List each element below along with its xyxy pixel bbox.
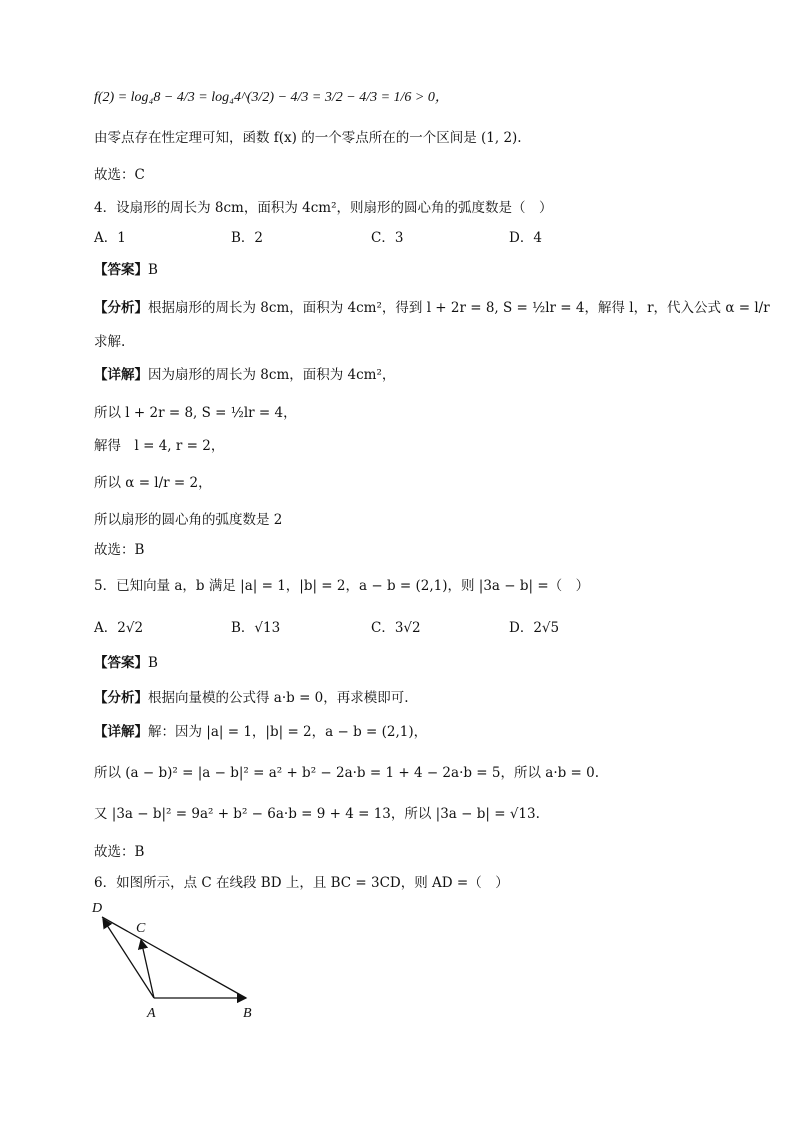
q5-option-b: B．√13	[231, 620, 281, 636]
q4-option-a: A．1	[94, 230, 126, 246]
q5-analysis	[94, 688, 409, 708]
detail-text: 因为扇形的周长为 8cm，面积为 4cm²，	[148, 367, 396, 383]
select-c: 故选：C	[94, 167, 145, 183]
q4-detail	[94, 365, 395, 385]
vector-ac	[141, 940, 154, 998]
detail-tag: 【详解】	[94, 367, 148, 383]
q4-select: 故选：B	[94, 542, 145, 558]
label-b: B	[243, 1006, 252, 1021]
q5-detail	[94, 722, 427, 742]
log-calculation: f(2) = log₄8 − 4/3 = log₄4^(3/2) − 4/3 = 3/2 − 4/3 = 1/6 > 0，	[94, 90, 449, 105]
triangle-figure	[88, 895, 278, 1025]
q4-option-c: C．3	[371, 230, 404, 246]
zero-theorem-conclusion: 由零点存在性定理可知，函数 f(x) 的一个零点所在的一个区间是 (1, 2).	[94, 130, 522, 146]
q4-detail-line-3: 解得 l = 4, r = 2，	[94, 438, 225, 454]
answer-value: B	[148, 262, 158, 278]
q4-detail-line-4: 所以 α = l/r = 2，	[94, 475, 212, 491]
analysis-text: 根据扇形的周长为 8cm，面积为 4cm²，得到 l + 2r = 8, S = ½lr = 4，解得 l，r，代入公式 α = l/r	[148, 300, 770, 316]
vector-ad	[103, 919, 154, 998]
answer-value: B	[148, 655, 158, 671]
q4-analysis-cont: 求解.	[94, 334, 126, 350]
label-a: A	[147, 1006, 156, 1021]
segment-db	[102, 917, 246, 998]
question-4: 4．设扇形的周长为 8cm，面积为 4cm²，则扇形的圆心角的弧度数是（ ）	[94, 200, 553, 216]
answer-tag: 【答案】	[94, 262, 148, 278]
label-c: C	[136, 921, 146, 936]
question-5: 5．已知向量 a，b 满足 |a| = 1，|b| = 2，a − b = (2,1)，则 |3a − b| =（ ）	[94, 578, 590, 594]
q5-option-c: C．3√2	[371, 620, 421, 636]
detail-text: 解：因为 |a| = 1，|b| = 2，a − b = (2,1)，	[148, 724, 428, 740]
q5-select: 故选：B	[94, 844, 145, 860]
analysis-tag: 【分析】	[94, 690, 148, 706]
q4-answer	[94, 260, 158, 280]
answer-tag: 【答案】	[94, 655, 148, 671]
q4-detail-line-5: 所以扇形的圆心角的弧度数是 2	[94, 512, 283, 528]
analysis-text: 根据向量模的公式得 a·b = 0，再求模即可.	[148, 690, 409, 706]
q4-option-b: B．2	[231, 230, 264, 246]
q4-detail-line-2: 所以 l + 2r = 8, S = ½lr = 4，	[94, 405, 297, 421]
q5-detail-line-3: 又 |3a − b|² = 9a² + b² − 6a·b = 9 + 4 = 13，所以 |3a − b| = √13.	[94, 806, 540, 822]
analysis-tag: 【分析】	[94, 300, 148, 316]
q4-analysis	[94, 298, 770, 318]
q5-option-a: A．2√2	[94, 620, 144, 636]
q5-detail-line-2: 所以 (a − b)² = |a − b|² = a² + b² − 2a·b = 1 + 4 − 2a·b = 5，所以 a·b = 0.	[94, 765, 600, 781]
q5-answer	[94, 653, 158, 673]
q5-option-d: D．2√5	[509, 620, 560, 636]
question-6: 6．如图所示，点 C 在线段 BD 上，且 BC = 3CD，则 AD =（ ）	[94, 875, 509, 891]
q4-option-d: D．4	[509, 230, 542, 246]
label-d: D	[92, 901, 103, 916]
detail-tag: 【详解】	[94, 724, 148, 740]
